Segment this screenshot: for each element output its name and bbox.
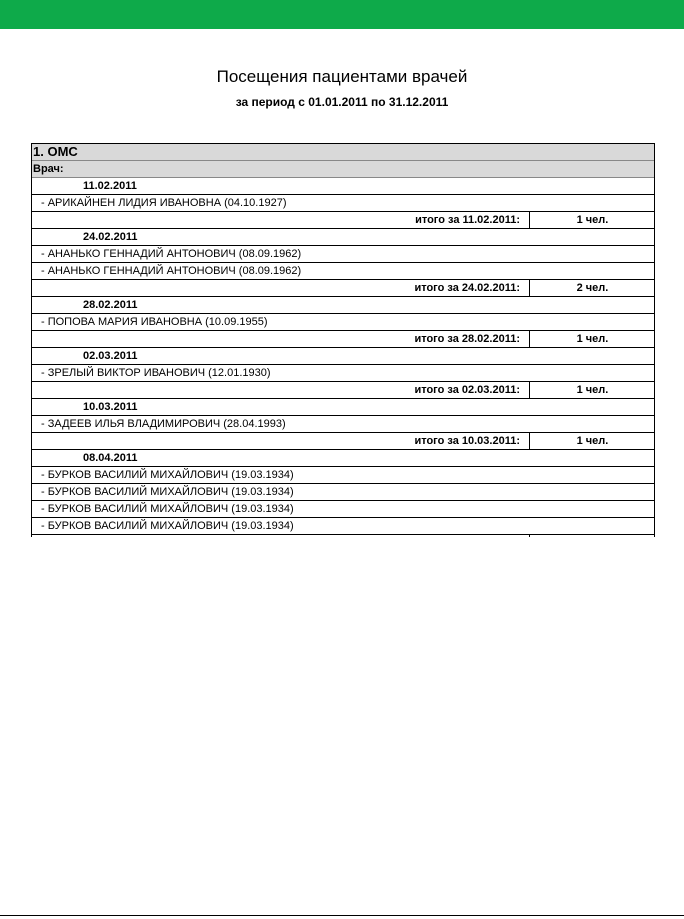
total-value: 1 чел. <box>529 212 655 228</box>
patient-row: - БУРКОВ ВАСИЛИЙ МИХАЙЛОВИЧ (19.03.1934) <box>32 467 654 484</box>
top-bar <box>0 0 684 29</box>
date-row: 02.03.2011 <box>32 348 654 365</box>
report-title: Посещения пациентами врачей <box>216 67 468 86</box>
total-label: итого за 10.03.2011: <box>414 435 520 447</box>
total-value: 1 чел. <box>529 433 655 449</box>
patient-row: - БУРКОВ ВАСИЛИЙ МИХАЙЛОВИЧ (19.03.1934) <box>32 501 654 518</box>
date-row: 10.03.2011 <box>32 399 654 416</box>
patient-row: - АНАНЬКО ГЕННАДИЙ АНТОНОВИЧ (08.09.1962) <box>32 246 654 263</box>
total-label: итого за 24.02.2011: <box>414 282 520 294</box>
page-bottom-line <box>0 915 684 916</box>
total-label: итого за 28.02.2011: <box>414 333 520 345</box>
total-row <box>32 331 654 348</box>
patient-row: - АРИКАЙНЕН ЛИДИЯ ИВАНОВНА (04.10.1927) <box>32 195 654 212</box>
total-row <box>32 212 654 229</box>
total-row <box>32 382 654 399</box>
date-row: 28.02.2011 <box>32 297 654 314</box>
patient-row: - ЗРЕЛЫЙ ВИКТОР ИВАНОВИЧ (12.01.1930) <box>32 365 654 382</box>
table-trailer <box>32 535 654 537</box>
patient-row: - БУРКОВ ВАСИЛИЙ МИХАЙЛОВИЧ (19.03.1934) <box>32 518 654 535</box>
total-row <box>32 280 654 297</box>
column-divider <box>529 535 530 537</box>
patient-row: - БУРКОВ ВАСИЛИЙ МИХАЙЛОВИЧ (19.03.1934) <box>32 484 654 501</box>
report-period: за период с 01.01.2011 по 31.12.2011 <box>235 95 449 109</box>
report-table <box>31 143 655 537</box>
patient-row: - ЗАДЕЕВ ИЛЬЯ ВЛАДИМИРОВИЧ (28.04.1993) <box>32 416 654 433</box>
total-label: итого за 02.03.2011: <box>414 384 520 396</box>
total-value: 1 чел. <box>529 382 655 398</box>
total-row <box>32 433 654 450</box>
date-row: 11.02.2011 <box>32 178 654 195</box>
date-row: 24.02.2011 <box>32 229 654 246</box>
total-label: итого за 11.02.2011: <box>415 214 520 226</box>
date-row: 08.04.2011 <box>32 450 654 467</box>
total-value: 2 чел. <box>529 280 655 296</box>
doctor-header: Врач: <box>32 161 654 178</box>
total-value: 1 чел. <box>529 331 655 347</box>
patient-row: - АНАНЬКО ГЕННАДИЙ АНТОНОВИЧ (08.09.1962) <box>32 263 654 280</box>
section-header: 1. ОМС <box>32 144 654 161</box>
patient-row: - ПОПОВА МАРИЯ ИВАНОВНА (10.09.1955) <box>32 314 654 331</box>
